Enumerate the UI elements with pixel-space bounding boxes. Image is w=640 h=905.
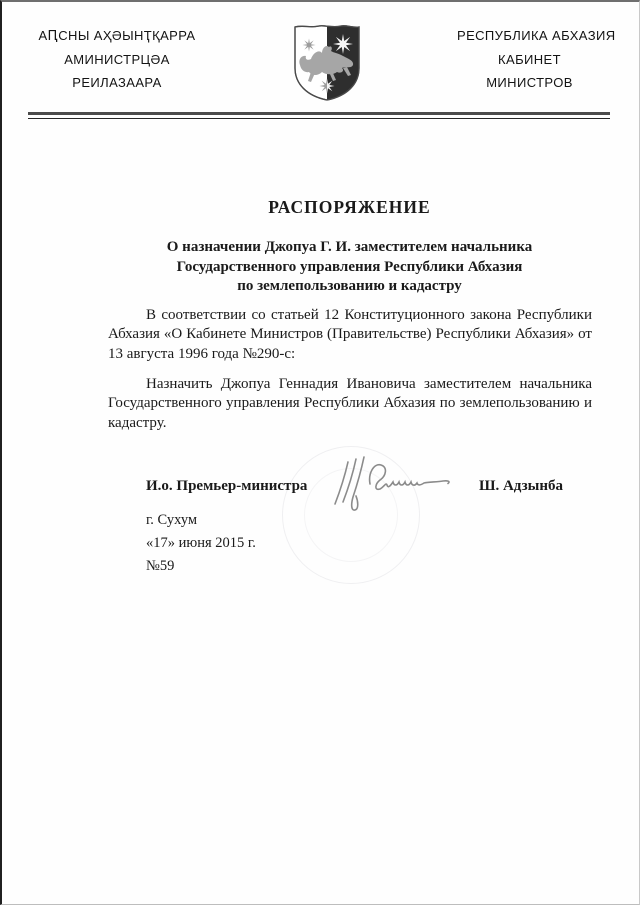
header-left-line: АМИНИСТРЦӘА [64, 51, 170, 67]
document-date: «17» июня 2015 г. [146, 535, 256, 551]
body-paragraph: В соответствии со статьей 12 Конституционного закона Республики Абхазия «О Кабинете Министров (Правительстве) Республики Абхазия» от 13 августа 1996 года №290-с: [108, 307, 592, 362]
header-right-line: РЕСПУБЛИКА АБХАЗИЯ [457, 28, 616, 43]
coat-of-arms-abkhazia-icon [293, 23, 361, 103]
signer-name: Ш. Адзынба [479, 478, 563, 494]
handwritten-signature-icon [324, 448, 464, 520]
document-title: РАСПОРЯЖЕНИЕ [268, 197, 431, 217]
subject-line: Государственного управления Республики Абхазия [176, 258, 523, 275]
subject-line: О назначении Джопуа Г. И. заместителем начальника [166, 239, 533, 255]
body-paragraph: Назначить Джопуа Геннадия Ивановича заместителем начальника Государственного управления Республики Абхазия по землепользованию и кадастру. [108, 376, 592, 431]
signer-title: И.о. Премьер-министра [146, 478, 308, 494]
document-number: №59 [146, 558, 175, 574]
header-left-line: АԤСНЫ АҲӘЫНҬҚАРРА [38, 28, 196, 43]
header-left-line: РЕИЛАЗААРА [72, 75, 162, 90]
document-subject [108, 238, 591, 297]
big-star [333, 34, 353, 54]
subject-line: по землепользованию и кадастру [237, 278, 462, 294]
header-left-block [36, 24, 198, 95]
header-right-line: МИНИСТРОВ [486, 75, 573, 90]
header-right-line: КАБИНЕТ [498, 51, 561, 67]
document-city: г. Сухум [146, 512, 198, 528]
small-star [303, 39, 316, 52]
letterhead-divider [28, 112, 610, 119]
header-right-block [457, 24, 616, 95]
